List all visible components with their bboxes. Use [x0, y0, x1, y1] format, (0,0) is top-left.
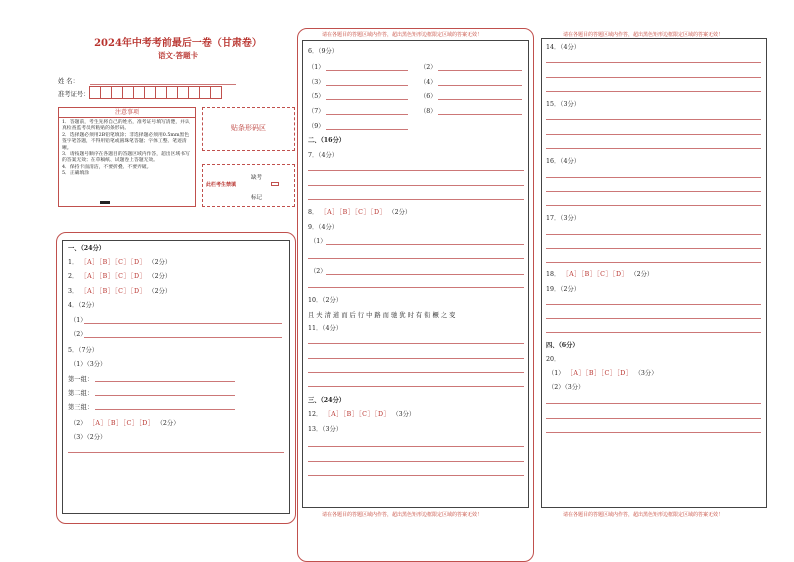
- q7-label: 7．（4分）: [308, 152, 339, 159]
- group3-label: 第三组：: [68, 404, 94, 411]
- q14-label: 14．（4分）: [546, 44, 581, 51]
- q20-1-options[interactable]: ［A］［B］［C］［D］: [566, 370, 633, 377]
- q3-label: 3．: [68, 288, 79, 295]
- group3-line[interactable]: [95, 409, 235, 410]
- notice-item: 4．保持卡面清洁，不要折叠、不要弄破。: [62, 164, 152, 170]
- group1-label: 第一组：: [68, 376, 94, 383]
- name-label: 姓 名：: [58, 78, 79, 85]
- q6-blank-label: （7）: [308, 108, 325, 115]
- q13-label: 13．（3分）: [308, 426, 343, 433]
- q11-line-4[interactable]: [308, 386, 524, 387]
- q15-line-1[interactable]: [546, 119, 761, 120]
- exam-id-boxes[interactable]: [90, 86, 222, 99]
- q1-row[interactable]: [68, 257, 171, 266]
- absent-note: 此栏考生禁填: [206, 182, 237, 188]
- q19-label: 19．（2分）: [546, 286, 581, 293]
- q20-2-line-2[interactable]: [546, 418, 761, 419]
- q19-line-3[interactable]: [546, 332, 761, 333]
- q3-row[interactable]: [68, 286, 171, 295]
- q9-2-line-2[interactable]: [308, 287, 524, 288]
- q15-line-3[interactable]: [546, 148, 761, 149]
- fill-sample: [100, 201, 110, 204]
- q6-blank-label: （4）: [420, 79, 437, 86]
- q20-2-label: （2）（3分）: [548, 384, 585, 391]
- q18-row[interactable]: [546, 269, 653, 278]
- page-subtitle: 语文·答题卡: [157, 51, 199, 60]
- q9-label: 9．（4分）: [308, 224, 339, 231]
- q5-2-options[interactable]: ［A］［B］［C］［D］: [88, 420, 155, 427]
- notice-title: 注意事项: [59, 108, 195, 118]
- exam-id-label: 准考证号：: [58, 91, 90, 98]
- q18-label: 18．: [546, 271, 561, 278]
- col2-top-warning: 请在各题目的答题区域内作答，超出黑色矩形边框限定区域的答案无效！: [322, 32, 483, 38]
- q1-score: （2分）: [148, 259, 172, 266]
- q6-blank-label: （6）: [420, 93, 437, 100]
- notice-box: [58, 107, 196, 207]
- q17-line-3[interactable]: [546, 262, 761, 263]
- q1-options[interactable]: ［A］［B］［C］［D］: [80, 259, 147, 266]
- q17-label: 17．（3分）: [546, 215, 581, 222]
- notice-list: [59, 118, 195, 180]
- notice-item: 3．请按题号顺序在各题目的答题区域内作答，超出区域书写的答案无效；在草稿纸、试题卷上答题无效。: [62, 152, 190, 164]
- q2-score: （2分）: [148, 273, 172, 280]
- q6-blank-label: （5）: [308, 93, 325, 100]
- q14-line-1[interactable]: [546, 62, 761, 63]
- q18-score: （2分）: [630, 271, 654, 278]
- barcode-area: [202, 107, 295, 151]
- absent-checkbox[interactable]: [271, 182, 279, 186]
- q13-line-3[interactable]: [308, 475, 524, 476]
- q5-3-label: （3）（2分）: [70, 434, 107, 441]
- q5-2-score: （2分）: [156, 420, 180, 427]
- col2-bottom-warning: 请在各题目的答题区域内作答，超出黑色矩形边框限定区域的答案无效！: [322, 512, 483, 518]
- absent-box: [202, 164, 295, 207]
- q20-label: 20．: [546, 356, 561, 363]
- q10-text: 且 夫 清 道 而 后 行 中 路 而 驰 犹 时 有 衔 橛 之 变: [308, 312, 456, 319]
- q6-blank-label: （1）: [308, 64, 325, 71]
- q10-label: 10．（2分）: [308, 297, 343, 304]
- col3-bottom-warning: 请在各题目的答题区域内作答，超出黑色矩形边框限定区域的答案无效！: [563, 512, 724, 518]
- q6-blank-line[interactable]: [326, 114, 408, 115]
- q13-line-2[interactable]: [308, 461, 524, 462]
- q5-2-label: （2）: [70, 420, 87, 427]
- q16-line-1[interactable]: [546, 177, 761, 178]
- q16-line-3[interactable]: [546, 205, 761, 206]
- q13-line-1[interactable]: [308, 446, 524, 447]
- q4-1-label: （1）: [70, 317, 87, 324]
- q20-2-line-1[interactable]: [546, 403, 761, 404]
- q17-line-2[interactable]: [546, 248, 761, 249]
- q6-blank-label: （3）: [308, 79, 325, 86]
- col3-top-warning: 请在各题目的答题区域内作答，超出黑色矩形边框限定区域的答案无效！: [563, 32, 724, 38]
- q12-label: 12．: [308, 411, 323, 418]
- q12-score: （3分）: [392, 411, 416, 418]
- section3-title: 三、（24分）: [308, 397, 346, 404]
- barcode-label: 贴条形码区: [231, 124, 266, 132]
- group2-label: 第二组：: [68, 390, 94, 397]
- q9-2-label: （2）: [310, 268, 327, 275]
- q9-2-line-1[interactable]: [326, 274, 524, 275]
- q11-label: 11．（4分）: [308, 325, 343, 332]
- col1-answer-box: [62, 240, 290, 514]
- name-field[interactable]: [90, 84, 236, 85]
- q6-blank-line[interactable]: [438, 99, 522, 100]
- q6-blank-label: （9）: [308, 123, 325, 130]
- absent-top-label: 缺考: [251, 175, 263, 181]
- page-title: 2024年中考考前最后一卷（甘肃卷）: [94, 38, 262, 49]
- q6-blank-line[interactable]: [326, 85, 408, 86]
- group2-line[interactable]: [95, 395, 235, 396]
- q19-line-1[interactable]: [546, 304, 761, 305]
- notice-item: 1．答题前，考生先将自己的姓名，准考证号填写清楚，并认真检查监考员所粘贴的条形码。: [62, 120, 190, 132]
- q19-line-2[interactable]: [546, 318, 761, 319]
- absent-bottom-label: 标记: [251, 195, 263, 201]
- q15-label: 15．（3分）: [546, 101, 581, 108]
- group1-line[interactable]: [95, 381, 235, 382]
- q5-label: 5．（7分）: [68, 347, 99, 354]
- q8-label: 8．: [308, 209, 319, 216]
- q6-blank-line[interactable]: [438, 70, 522, 71]
- q8-score: （2分）: [388, 209, 412, 216]
- q3-options[interactable]: ［A］［B］［C］［D］: [80, 288, 147, 295]
- q11-line-1[interactable]: [308, 343, 524, 344]
- q2-row[interactable]: [68, 271, 171, 280]
- q6-blank-line[interactable]: [326, 99, 408, 100]
- q12-row[interactable]: [308, 409, 415, 418]
- q5-3-line[interactable]: [68, 452, 284, 453]
- q6-blank-line[interactable]: [326, 129, 408, 130]
- q20-1-label: （1）: [548, 370, 565, 377]
- section4-title: 四、（6分）: [546, 342, 579, 349]
- q16-line-2[interactable]: [546, 191, 761, 192]
- exam-id-digit-box[interactable]: [210, 86, 222, 99]
- q11-line-3[interactable]: [308, 372, 524, 373]
- q6-blank-label: （8）: [420, 108, 437, 115]
- section1-title: 一、（24分）: [68, 245, 106, 252]
- q9-1-line-1[interactable]: [326, 244, 524, 245]
- q20-1-score: （3分）: [634, 370, 658, 377]
- q8-row[interactable]: [308, 207, 411, 216]
- q14-line-2[interactable]: [546, 77, 761, 78]
- q14-line-3[interactable]: [546, 91, 761, 92]
- q7-line-1[interactable]: [308, 170, 524, 171]
- q6-blank-line[interactable]: [326, 70, 408, 71]
- q6-blank-line[interactable]: [438, 85, 522, 86]
- q16-label: 16．（4分）: [546, 158, 581, 165]
- q4-label: 4．（2分）: [68, 302, 99, 309]
- q6-blank-line[interactable]: [438, 114, 522, 115]
- q4-2-label: （2）: [70, 331, 87, 338]
- q5-1-label: （1）（3分）: [70, 361, 107, 368]
- notice-item: 2．选择题必须用2B铅笔填涂；非选择题必须用0.5mm黑色签字笔答题，不得用铅笔或圆珠笔答题；字体工整、笔迹清晰。: [62, 132, 190, 151]
- q5-2-row[interactable]: [70, 418, 180, 427]
- q9-1-label: （1）: [310, 238, 327, 245]
- q12-options[interactable]: ［A］［B］［C］［D］: [324, 411, 391, 418]
- q20-1-row[interactable]: [548, 368, 658, 377]
- q20-2-line-3[interactable]: [546, 432, 761, 433]
- q3-score: （2分）: [148, 288, 172, 295]
- q15-line-2[interactable]: [546, 134, 761, 135]
- q7-line-3[interactable]: [308, 199, 524, 200]
- q6-label: 6．（9分）: [308, 48, 339, 55]
- q11-line-2[interactable]: [308, 358, 524, 359]
- notice-item: 5．正确填涂: [62, 171, 90, 177]
- q7-line-2[interactable]: [308, 185, 524, 186]
- q2-label: 2．: [68, 273, 79, 280]
- q6-blank-label: （2）: [420, 64, 437, 71]
- q4-1-line[interactable]: [84, 323, 282, 324]
- q9-1-line-2[interactable]: [308, 258, 524, 259]
- q2-options[interactable]: ［A］［B］［C］［D］: [80, 273, 147, 280]
- q17-line-1[interactable]: [546, 234, 761, 235]
- q1-label: 1．: [68, 259, 79, 266]
- section2-title: 二、（16分）: [308, 137, 346, 144]
- q4-2-line[interactable]: [84, 337, 282, 338]
- q8-options[interactable]: ［A］［B］［C］［D］: [320, 209, 387, 216]
- q18-options[interactable]: ［A］［B］［C］［D］: [562, 271, 629, 278]
